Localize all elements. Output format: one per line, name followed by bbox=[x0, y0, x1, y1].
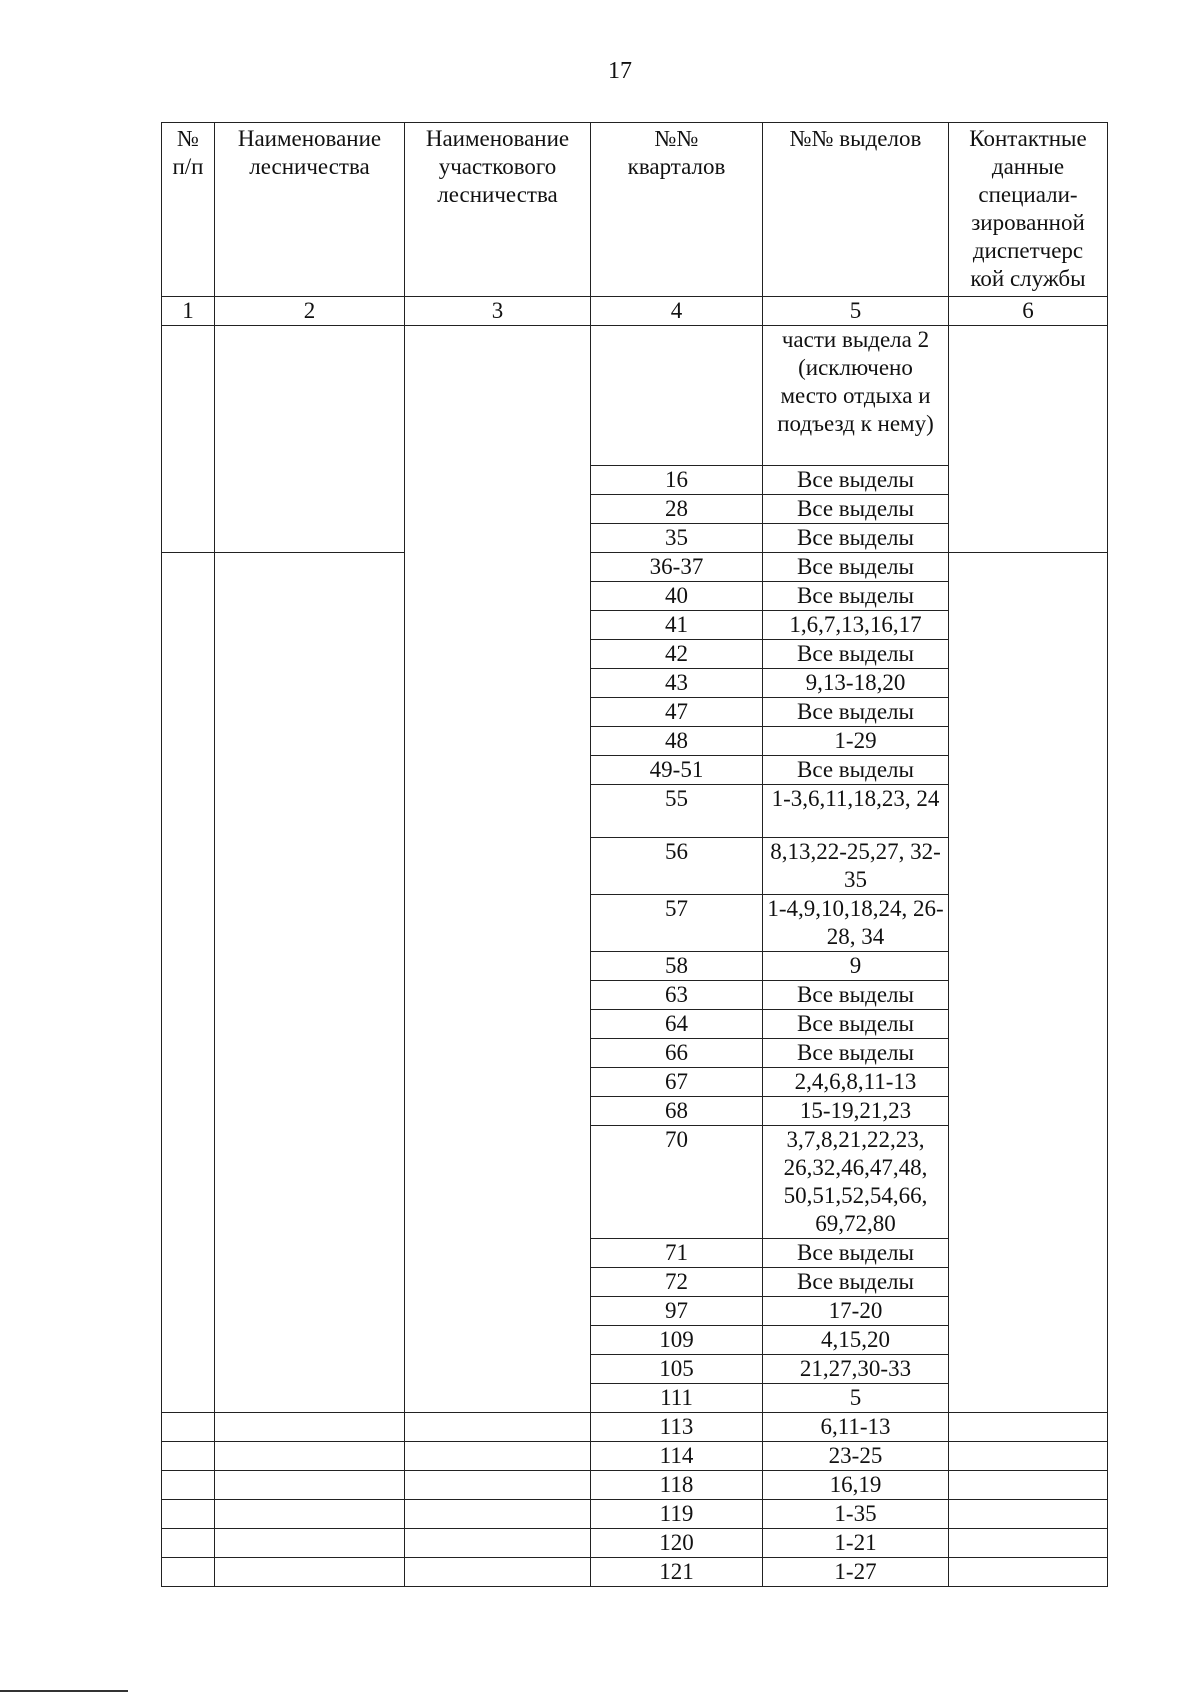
allotments-cell: 1-4,9,10,18,24, 26-28, 34 bbox=[763, 895, 949, 952]
quarter-cell: 109 bbox=[591, 1326, 763, 1355]
allotments-cell: 15-19,21,23 bbox=[763, 1097, 949, 1126]
allotments-cell: Все выделы bbox=[763, 698, 949, 727]
contacts-cell bbox=[949, 326, 1108, 553]
column-number: 6 bbox=[949, 297, 1108, 326]
allotments-cell: Все выделы bbox=[763, 1268, 949, 1297]
quarter-cell: 71 bbox=[591, 1239, 763, 1268]
district-forestry-cell bbox=[405, 1529, 591, 1558]
forest-quarters-table bbox=[161, 122, 1108, 1587]
column-number: 5 bbox=[763, 297, 949, 326]
contacts-cell bbox=[949, 1471, 1108, 1500]
forestry-cell bbox=[215, 1558, 405, 1587]
table-row bbox=[162, 1529, 1108, 1558]
table-row bbox=[162, 1442, 1108, 1471]
quarter-cell: 119 bbox=[591, 1500, 763, 1529]
forestry-cell bbox=[215, 1471, 405, 1500]
allotments-cell: 21,27,30-33 bbox=[763, 1355, 949, 1384]
allotments-cell: Все выделы bbox=[763, 466, 949, 495]
header-district-line: лесничества bbox=[437, 182, 558, 207]
allotments-cell: 6,11-13 bbox=[763, 1413, 949, 1442]
quarter-cell: 36-37 bbox=[591, 553, 763, 582]
quarter-cell: 70 bbox=[591, 1126, 763, 1239]
header-allotments bbox=[763, 123, 949, 297]
header-forestry bbox=[215, 123, 405, 297]
header-district-line: Наименование bbox=[425, 126, 570, 151]
column-number: 2 bbox=[215, 297, 405, 326]
column-number: 3 bbox=[405, 297, 591, 326]
district-forestry-cell bbox=[405, 1413, 591, 1442]
contacts-cell bbox=[949, 1413, 1108, 1442]
allotments-cell: Все выделы bbox=[763, 553, 949, 582]
table-row bbox=[162, 1413, 1108, 1442]
quarter-cell: 55 bbox=[591, 785, 763, 838]
allotments-cell: Все выделы bbox=[763, 582, 949, 611]
allotments-cell: Все выделы bbox=[763, 1010, 949, 1039]
table-row bbox=[162, 1471, 1108, 1500]
header-district-forestry bbox=[405, 123, 591, 297]
number-cell bbox=[162, 1558, 215, 1587]
quarter-cell: 47 bbox=[591, 698, 763, 727]
allotments-cell: 1,6,7,13,16,17 bbox=[763, 611, 949, 640]
quarter-cell: 16 bbox=[591, 466, 763, 495]
forestry-cell bbox=[215, 1413, 405, 1442]
quarter-cell: 43 bbox=[591, 669, 763, 698]
forestry-cell bbox=[215, 553, 405, 1413]
allotments-cell: 1-27 bbox=[763, 1558, 949, 1587]
quarter-cell: 28 bbox=[591, 495, 763, 524]
header-contacts-line: зированной bbox=[971, 210, 1085, 235]
table-row bbox=[162, 1558, 1108, 1587]
column-number-row bbox=[162, 297, 1108, 326]
allotments-cell: 1-29 bbox=[763, 727, 949, 756]
number-cell bbox=[162, 1529, 215, 1558]
district-forestry-cell bbox=[405, 1471, 591, 1500]
contacts-cell bbox=[949, 1529, 1108, 1558]
quarter-cell bbox=[591, 326, 763, 466]
allotments-cell: Все выделы bbox=[763, 1239, 949, 1268]
quarter-cell: 41 bbox=[591, 611, 763, 640]
allotments-cell: 1-35 bbox=[763, 1500, 949, 1529]
header-forestry-line: лесничества bbox=[249, 154, 370, 179]
quarter-cell: 48 bbox=[591, 727, 763, 756]
number-cell bbox=[162, 1500, 215, 1529]
quarter-cell: 35 bbox=[591, 524, 763, 553]
quarter-cell: 118 bbox=[591, 1471, 763, 1500]
footer-rule bbox=[0, 1690, 128, 1692]
contacts-cell bbox=[949, 1442, 1108, 1471]
header-row bbox=[162, 123, 1108, 297]
allotments-cell: Все выделы bbox=[763, 524, 949, 553]
table-row bbox=[162, 1500, 1108, 1529]
allotments-cell: Все выделы bbox=[763, 1039, 949, 1068]
quarter-cell: 40 bbox=[591, 582, 763, 611]
header-forestry-line: Наименование bbox=[237, 126, 382, 151]
allotments-cell: 1-21 bbox=[763, 1529, 949, 1558]
allotments-cell: Все выделы bbox=[763, 756, 949, 785]
quarter-cell: 113 bbox=[591, 1413, 763, 1442]
header-district-line: участкового bbox=[438, 154, 557, 179]
allotments-cell: 2,4,6,8,11-13 bbox=[763, 1068, 949, 1097]
quarter-cell: 97 bbox=[591, 1297, 763, 1326]
table-body bbox=[162, 326, 1108, 1587]
quarter-cell: 114 bbox=[591, 1442, 763, 1471]
allotments-cell: 8,13,22-25,27, 32-35 bbox=[763, 838, 949, 895]
quarter-cell: 120 bbox=[591, 1529, 763, 1558]
forestry-cell bbox=[215, 1529, 405, 1558]
header-quarters-line: №№ bbox=[654, 126, 699, 151]
allotments-cell: 1-3,6,11,18,23, 24 bbox=[763, 785, 949, 838]
allotments-cell: 9 bbox=[763, 952, 949, 981]
quarter-cell: 58 bbox=[591, 952, 763, 981]
header-quarters-line: кварталов bbox=[627, 154, 726, 179]
allotments-cell: 16,19 bbox=[763, 1471, 949, 1500]
contacts-cell bbox=[949, 1500, 1108, 1529]
allotments-cell: 5 bbox=[763, 1384, 949, 1413]
allotments-cell: 23-25 bbox=[763, 1442, 949, 1471]
table-row bbox=[162, 553, 1108, 582]
contacts-cell bbox=[949, 1558, 1108, 1587]
quarter-cell: 42 bbox=[591, 640, 763, 669]
number-cell bbox=[162, 1471, 215, 1500]
header-allotments-line: №№ выделов bbox=[789, 126, 922, 151]
header-number-line: № bbox=[177, 126, 199, 151]
header-number bbox=[162, 123, 215, 297]
number-cell bbox=[162, 326, 215, 553]
district-forestry-cell bbox=[405, 1558, 591, 1587]
header-contacts-line: данные bbox=[991, 154, 1065, 179]
allotments-cell: Все выделы bbox=[763, 981, 949, 1010]
allotments-cell: Все выделы bbox=[763, 640, 949, 669]
forestry-cell bbox=[215, 1500, 405, 1529]
quarter-cell: 67 bbox=[591, 1068, 763, 1097]
table-row bbox=[162, 326, 1108, 466]
header-contacts-line: Контактные bbox=[969, 126, 1087, 151]
contacts-cell bbox=[949, 553, 1108, 1413]
quarter-cell: 111 bbox=[591, 1384, 763, 1413]
number-cell bbox=[162, 1413, 215, 1442]
column-number: 1 bbox=[162, 297, 215, 326]
quarter-cell: 68 bbox=[591, 1097, 763, 1126]
quarter-cell: 105 bbox=[591, 1355, 763, 1384]
number-cell bbox=[162, 1442, 215, 1471]
number-cell bbox=[162, 553, 215, 1413]
forestry-cell bbox=[215, 1442, 405, 1471]
header-contacts-line: кой службы bbox=[970, 266, 1086, 291]
column-number: 4 bbox=[591, 297, 763, 326]
page-number: 17 bbox=[608, 58, 632, 84]
allotments-cell: 4,15,20 bbox=[763, 1326, 949, 1355]
header-contacts-line: диспетчерс bbox=[972, 238, 1084, 263]
header-contacts bbox=[949, 123, 1108, 297]
district-forestry-cell bbox=[405, 326, 591, 1413]
header-quarters bbox=[591, 123, 763, 297]
district-forestry-cell bbox=[405, 1442, 591, 1471]
quarter-cell: 57 bbox=[591, 895, 763, 952]
quarter-cell: 72 bbox=[591, 1268, 763, 1297]
allotments-cell: 17-20 bbox=[763, 1297, 949, 1326]
allotments-cell: 9,13-18,20 bbox=[763, 669, 949, 698]
quarter-cell: 121 bbox=[591, 1558, 763, 1587]
header-number-line: п/п bbox=[172, 154, 204, 179]
quarter-cell: 63 bbox=[591, 981, 763, 1010]
quarter-cell: 49-51 bbox=[591, 756, 763, 785]
allotments-cell: 3,7,8,21,22,23, 26,32,46,47,48, 50,51,52,54,66, 69,72,80 bbox=[763, 1126, 949, 1239]
district-forestry-cell bbox=[405, 1500, 591, 1529]
quarter-cell: 66 bbox=[591, 1039, 763, 1068]
forestry-cell bbox=[215, 326, 405, 553]
allotments-cell: Все выделы bbox=[763, 495, 949, 524]
quarter-cell: 64 bbox=[591, 1010, 763, 1039]
quarter-cell: 56 bbox=[591, 838, 763, 895]
header-contacts-line: специали- bbox=[978, 182, 1078, 207]
allotments-cell: части выдела 2 (исключено место отдыха и подъезд к нему) bbox=[763, 326, 949, 466]
